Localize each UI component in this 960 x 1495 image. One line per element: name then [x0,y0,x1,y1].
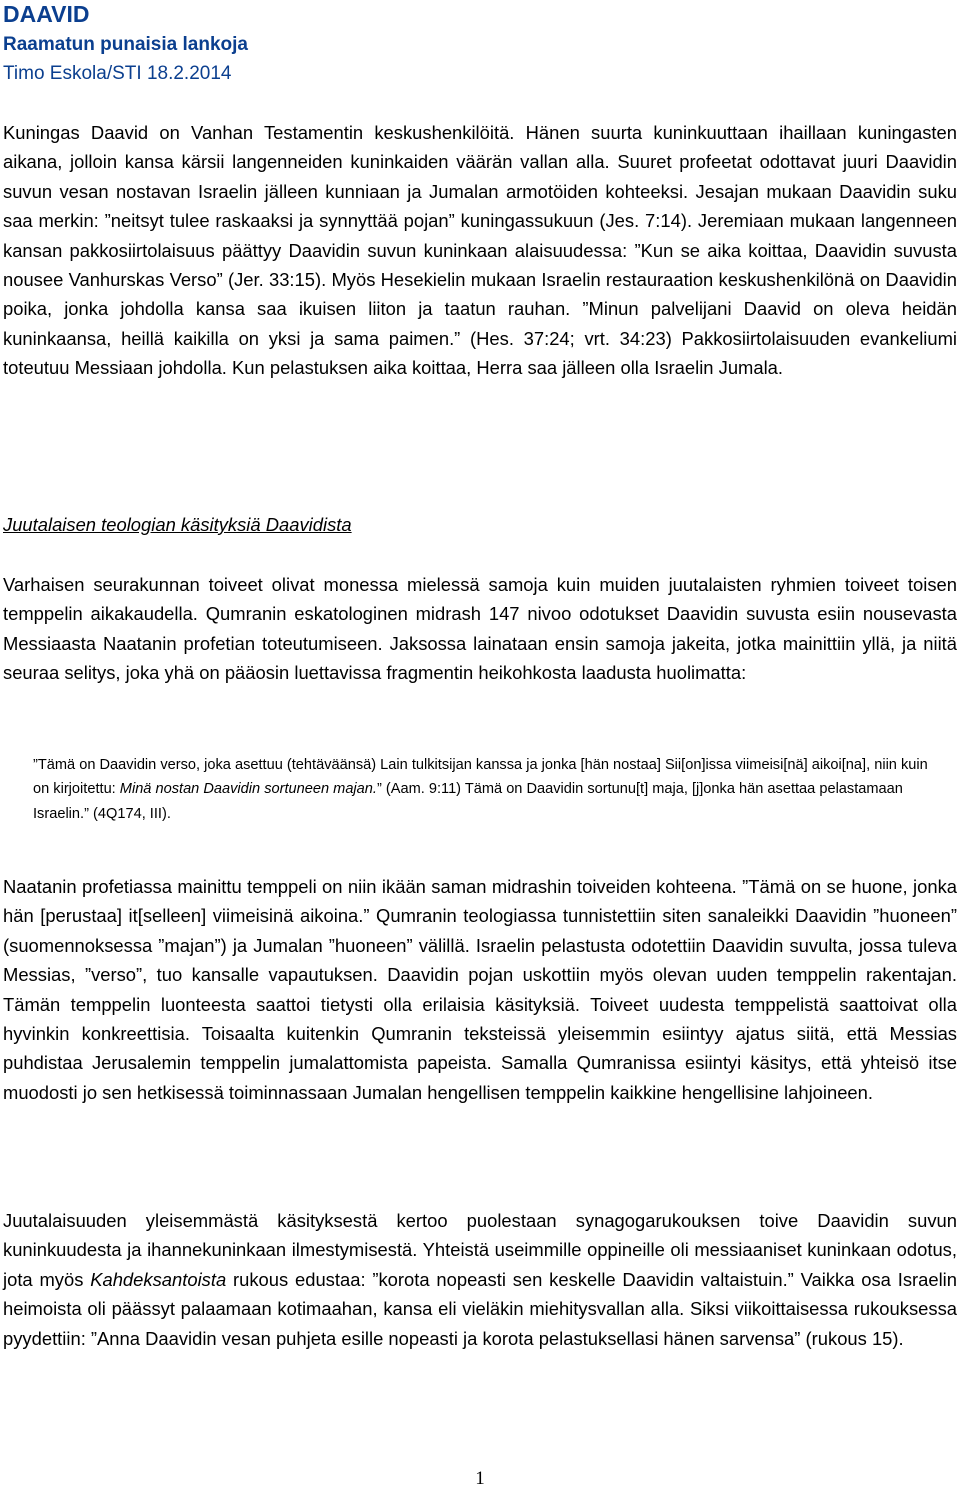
paragraph-3-italic: Kahdeksantoista [90,1268,227,1290]
document-title: DAAVID [3,1,90,27]
document-subtitle: Raamatun punaisia lankoja [3,34,248,55]
paragraph-3-text-a: Juutalaisuuden yleisemmästä käsityksestä kertoo puolestaan synagogarukouksen toive Daavidin suvun kuninkuudesta ja ihannekuninkaan ilmestymisestä. Yhteistä useimmille oppineille oli messiaaniset kuninkaan odotus, jota myös [3,1210,957,1290]
paragraph-3-text-b: rukous edustaa: ”korota nopeasti sen keskelle Daavidin valtaistuin.” Vaikka osa Israelin heimoista oli päässyt palaamaan kotimaahan, kansa eli vieläkin miehitysvallan alla. Siksi viikoittaisessa rukouksessa pyydettiin: ”Anna Daavidin vesan puhjeta esille nopeasti ja korota pelastuksellasi hänen sarvensa” (rukous 15). [3,1268,957,1349]
quote-text-b: ” (Aam. 9:11) Tämä on Daavidin sortunu[t] maja, [j]onka hän asettaa pelastamaan Israelin.” (4Q174, III). [33,781,903,822]
section-heading: Juutalaisen teologian käsityksiä Daavidista [3,514,352,535]
page-number: 1 [475,1468,485,1489]
quote-text-a: ”Tämä on Daavidin verso, joka asettuu (tehtäväänsä) Lain tulkitsijan kanssa ja jonka [hän nostaa] Sii[on]issa viimeisi[nä] aikoi[na], niin kuin on kirjoitettu: [33,757,928,798]
intro-paragraph: Kuningas Daavid on Vanhan Testamentin keskushenkilöitä. Hänen suurta kuninkuuttaan ihaillaan kuningasten aikana, jolloin kansa kärsii langenneiden kuninkaiden väärän vallan alla. Suuret profeetat odottavat juuri Daavidin suvun vesan nostavan Israelin jälleen kunniaan ja Jumalan armotöiden kohteeksi. Jesajan mukaan Daavidin suku saa merkin: ”neitsyt tulee raskaaksi ja synnyttää pojan” kuningassukuun (Jes. 7:14). Jeremiaan mukaan langenneen kansan pakkosiirtolaisuus päättyy Daavidin suvun kuninkaan alaisuudessa: ”Kun se aika koittaa, Daavidin suvusta nousee Vanhurskas Verso” (Jer. 33:15). Myös Hesekielin mukaan Israelin restauraation keskushenkilönä on Daavidin poika, jonka johdolla kansa saa ikuisen liiton ja taatun rauhan. ”Minun palvelijani Daavid on oleva heidän kuninkaansa, heillä kaikilla on yksi ja sama paimen.” (Hes. 37:24; vrt. 34:23) Pakkosiirtolaisuuden evankeliumi toteutuu Messiaan johdolla. Kun pelastuksen aika koittaa, Herra saa jälleen olla Israelin Jumala. [3,122,957,379]
block-quote [33,753,933,826]
author-date-line: Timo Eskola/STI 18.2.2014 [3,63,232,84]
section-paragraph-2: Naatanin profetiassa mainittu temppeli on niin ikään saman midrashin toiveiden kohteena. ”Tämä on se huone, jonka hän [perustaa] it[selleen] viimeisinä aikoina.” Qumranin teologiassa tunnistettiin siten sanaleikki Daavidin ”huoneen” (suomennoksessa ”majan”) ja Jumalan ”huoneen” välillä. Israelin pelastusta odotettiin Daavidin suvulta, jossa tuleva Messias, ”verso”, tuo kansalle vapautuksen. Daavidin pojan uskottiin myös olevan uuden temppelin rakentajan. Tämän temppelin luonteesta saattoi tietysti olla erilaisia käsityksiä. Toiveet uudesta temppelistä saattoivat olla hyvinkin konkreettisia. Toisaalta kuitenkin Qumranin teksteissä yleisemmin esiintyy ajatus siitä, että Messias puhdistaa Jerusalemin temppelin jumalattomista papeista. Samalla Qumranissa esiintyi käsitys, että yhteisö itse muodosti jo sen hetkisessä toiminnassaan Jumalan hengellisen temppelin kaikkine hengellisine lahjoineen. [3,876,957,1103]
section-paragraph-3 [3,1206,957,1353]
section-paragraph-1: Varhaisen seurakunnan toiveet olivat monessa mielessä samoja kuin muiden juutalaisten ryhmien toiveet toisen temppelin aikakaudella. Qumranin eskatologinen midrash 147 nivoo odotukset Daavidin suvusta esiin nousevasta Messiaasta Naatanin profetian toteutumiseen. Jaksossa lainataan ensin samoja jakeita, jotka mainittiin yllä, ja niitä seuraa selitys, joka yhä on pääosin luettavissa fragmentin heikohkosta laadusta huolimatta: [3,574,957,684]
quote-italic: Minä nostan Daavidin sortuneen majan. [119,781,377,798]
